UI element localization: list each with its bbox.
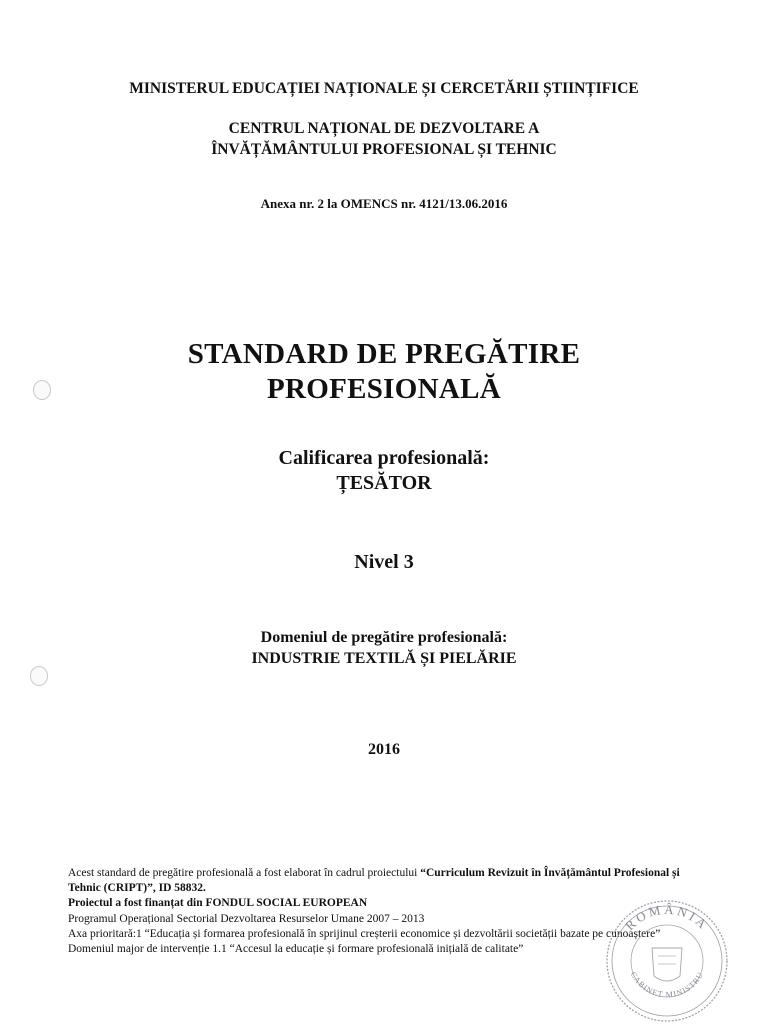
punch-hole-icon <box>33 380 51 400</box>
footer-line-4: Axa prioritară:1 “Educația și formarea profesională în sprijinul creșterii economice și dezvoltării societății bazate pe cunoaștere” <box>68 927 661 940</box>
qualification-label: Calificarea profesională: <box>278 447 490 469</box>
domain-label: Domeniul de pregătire profesională: <box>260 629 508 646</box>
footer-line-3: Programul Operațional Sectorial Dezvoltarea Resurselor Umane 2007 – 2013 <box>68 912 425 925</box>
domain-value: INDUSTRIE TEXTILĂ ȘI PIELĂRIE <box>251 650 517 667</box>
annex-reference: Anexa nr. 2 la OMENCS nr. 4121/13.06.2016 <box>260 196 508 211</box>
year: 2016 <box>368 741 400 758</box>
level: Nivel 3 <box>354 551 414 573</box>
document-title-line1: STANDARD DE PREGĂTIRE <box>187 338 581 370</box>
center-name-line1: CENTRUL NAȚIONAL DE DEZVOLTARE A <box>228 120 540 137</box>
footer-line-5: Domeniul major de intervenție 1.1 “Accesul la educație și formare profesională inițială de calitate” <box>68 943 524 956</box>
center-name-line2: ÎNVĂȚĂMÂNTULUI PROFESIONAL ȘI TEHNIC <box>211 141 557 158</box>
footer-project-name: “Curriculum Revizuit în Învățământul Profesional și Tehnic (CRIPT)”, ID 58832. <box>68 867 680 895</box>
official-stamp-icon <box>602 896 732 1026</box>
svg-text:CABINET MINISTRU <box>629 970 706 999</box>
document-title-line2: PROFESIONALĂ <box>266 373 501 405</box>
stamp-outer-text: ROMÂNIA <box>622 901 712 934</box>
ministry-name: MINISTERUL EDUCAȚIEI NAȚIONALE ȘI CERCETĂRII ȘTIINȚIFICE <box>129 80 639 97</box>
footer-line-1-prefix: Acest standard de pregătire profesională a fost elaborat în cadrul proiectului <box>68 867 421 879</box>
footer-line-1 <box>68 866 708 896</box>
svg-text:ROMÂNIA <box>622 902 712 933</box>
footer-line-2: Proiectul a fost finanțat din FONDUL SOCIAL EUROPEAN <box>68 897 368 910</box>
qualification-value: ȚESĂTOR <box>336 472 432 494</box>
punch-hole-icon <box>30 666 48 686</box>
stamp-inner-text: CABINET MINISTRU <box>628 970 706 1000</box>
